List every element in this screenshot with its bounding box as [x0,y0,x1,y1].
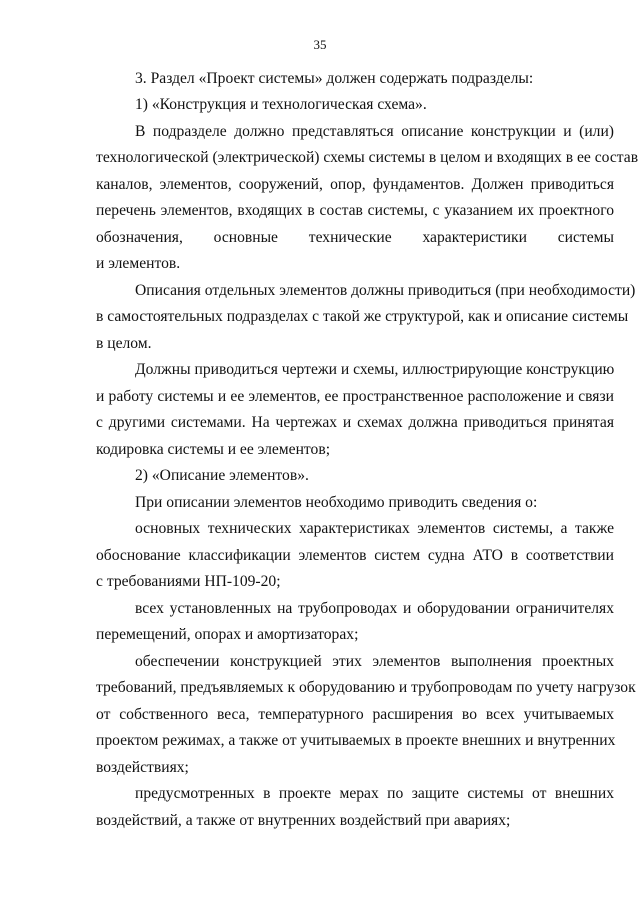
list-item-line: предусмотренных в проекте мерах по защите системы от внешних [135,785,614,802]
paragraph-line: При описании элементов необходимо приводить сведения о: [135,494,538,511]
list-item-line: всех установленных на трубопроводах и оборудовании ограничителях [135,600,614,617]
list-item-line: обеспечении конструкцией этих элементов выполнения проектных [135,653,614,670]
subsection-heading-construction: 1) «Конструкция и технологическая схема». [135,96,427,113]
paragraph-line: и работу системы и ее элементов, ее пространственное расположение и связи [96,388,614,405]
paragraph-line: технологической (электрической) схемы системы в целом и входящих в ее состав [96,149,639,166]
list-item-line: от собственного веса, температурного расширения во всех учитываемых [96,706,614,723]
paragraph-line: каналов, элементов, сооружений, опор, фундаментов. Должен приводиться [96,176,614,193]
paragraph-line: перечень элементов, входящих в состав системы, с указанием их проектного [96,202,614,219]
paragraph-line: и элементов. [96,255,181,272]
list-item-line: требований, предъявляемых к оборудованию и трубопроводам по учету нагрузок [96,679,636,696]
paragraph-line: Описания отдельных элементов должны приводиться (при необходимости) [135,282,636,299]
list-item-line: обоснование классификации элементов систем судна АТО в соответствии [96,547,614,564]
paragraph-line: В подразделе должно представляться описание конструкции и (или) [135,123,614,140]
list-item-line: проектом режимах, а также от учитываемых в проекте внешних и внутренних [96,732,616,749]
list-item-line: с требованиями НП-109-20; [96,573,281,590]
section-heading-project: 3. Раздел «Проект системы» должен содержать подразделы: [135,70,534,87]
list-item-line: воздействий, а также от внутренних воздействий при авариях; [96,812,511,829]
paragraph-line: с другими системами. На чертежах и схемах должна приводиться принятая [96,414,614,431]
paragraph-line: в самостоятельных подразделах с такой же структурой, как и описание системы [96,308,629,325]
paragraph-line: обозначения, основные технические характеристики системы [96,229,614,246]
list-item-line: основных технических характеристиках элементов системы, а также [135,520,614,537]
subsection-heading-elements: 2) «Описание элементов». [135,467,309,484]
page-number: 35 [313,37,327,52]
paragraph-line: Должны приводиться чертежи и схемы, иллюстрирующие конструкцию [135,361,615,378]
list-item-line: воздействиях; [96,759,189,776]
paragraph-line: кодировка системы и ее элементов; [96,441,331,458]
list-item-line: перемещений, опорах и амортизаторах; [96,626,359,643]
paragraph-line: в целом. [96,335,152,352]
